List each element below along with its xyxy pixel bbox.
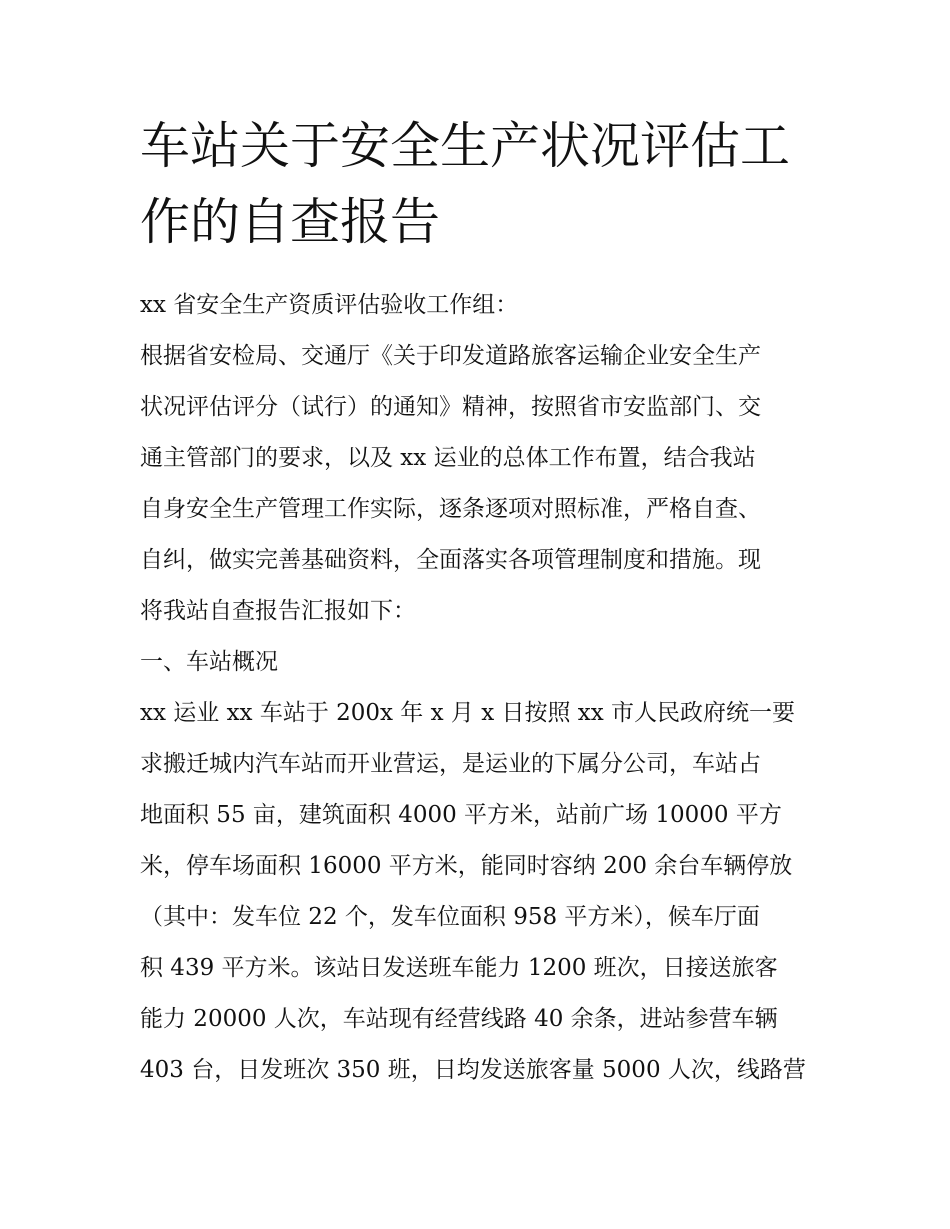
salutation: xx 省安全生产资质评估验收工作组： <box>140 292 519 318</box>
title-line: 作的自查报告 <box>140 193 440 251</box>
intro-line: 自身安全生产管理工作实际，逐条逐项对照标准，严格自查、 <box>140 496 761 522</box>
overview-line: 积 439 平方米。该站日发送班车能力 1200 班次，日接送旅客 <box>140 955 778 981</box>
document-title <box>140 108 820 260</box>
overview-line: 求搬迁城内汽车站而开业营运，是运业的下属分公司，车站占 <box>140 751 761 777</box>
overview-line: 能力 20000 人次，车站现有经营线路 40 余条，进站参营车辆 <box>140 1006 778 1032</box>
intro-line: 自纠，做实完善基础资料，全面落实各项管理制度和措施。现 <box>140 547 761 573</box>
intro-line: 将我站自查报告汇报如下： <box>140 598 416 624</box>
overview-line: 403 台，日发班次 350 班，日均发送旅客量 5000 人次，线路营 <box>140 1057 806 1083</box>
intro-line: 通主管部门的要求，以及 xx 运业的总体工作布置，结合我站 <box>140 445 756 471</box>
overview-line: xx 运业 xx 车站于 200x 年 x 月 x 日按照 xx 市人民政府统一要 <box>140 700 796 726</box>
document-body <box>140 280 820 1096</box>
intro-line: 根据省安检局、交通厅《关于印发道路旅客运输企业安全生产 <box>140 343 761 369</box>
section-heading: 一、车站概况 <box>140 649 278 675</box>
title-line: 车站关于安全生产状况评估工 <box>140 117 790 175</box>
intro-line: 状况评估评分（试行）的通知》精神，按照省市安监部门、交 <box>140 394 761 420</box>
overview-line: 米，停车场面积 16000 平方米，能同时容纳 200 余台车辆停放 <box>140 853 793 879</box>
overview-line: （其中：发车位 22 个，发车位面积 958 平方米），候车厅面 <box>140 904 760 930</box>
overview-line: 地面积 55 亩，建筑面积 4000 平方米，站前广场 10000 平方 <box>140 802 782 828</box>
